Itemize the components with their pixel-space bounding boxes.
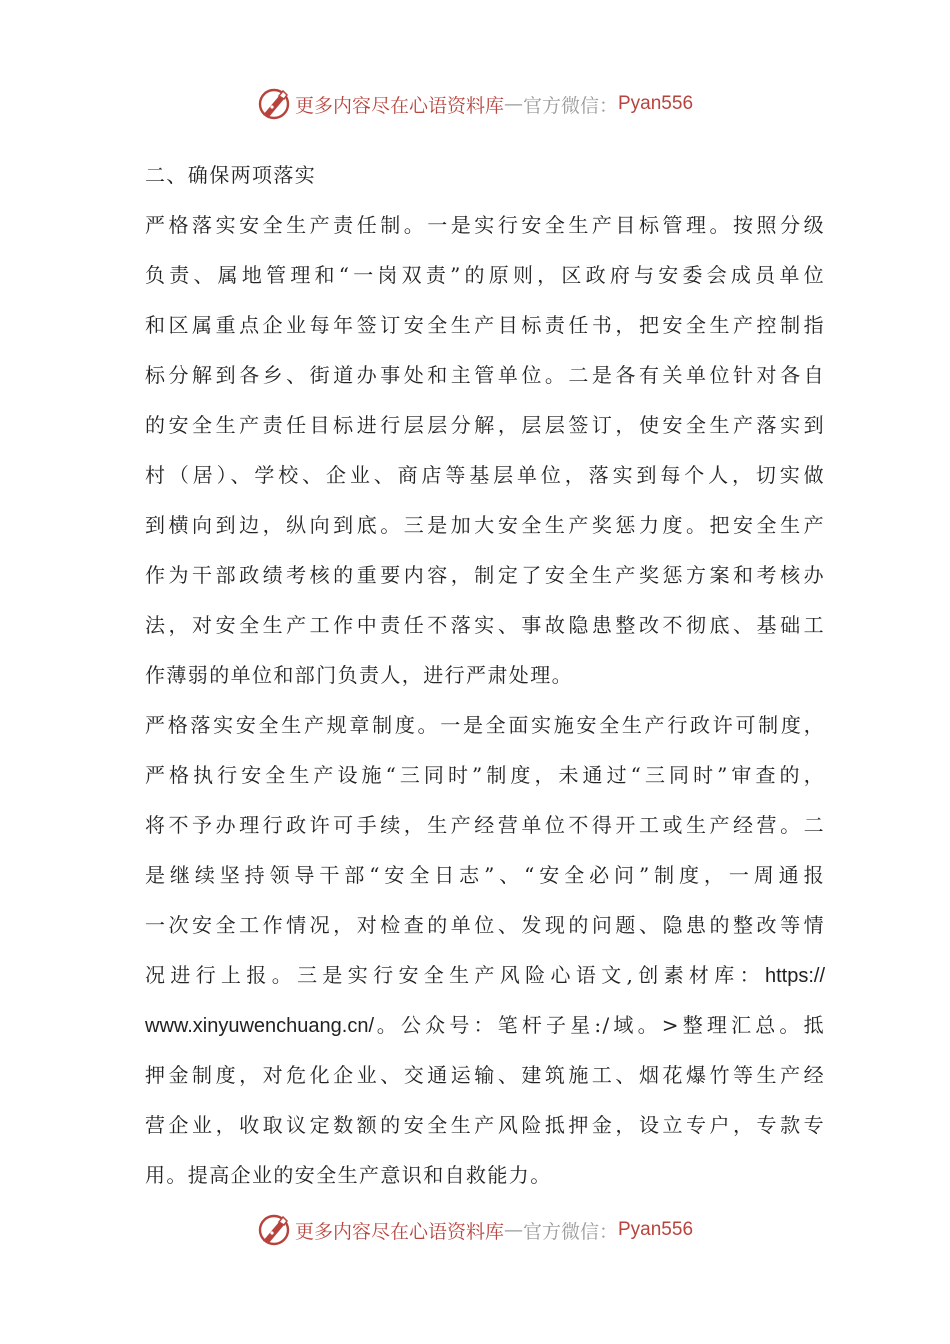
- text-line: 严格执行安全生产设施“三同时”制度，未通过“三同时”审查的，: [145, 763, 825, 787]
- text-line: 是继续坚持领导干部“安全日志”、“安全必问”制度，一周通报: [145, 863, 825, 887]
- text-line: 营企业，收取议定数额的安全生产风险抵押金，设立专户，专款专: [145, 1113, 825, 1137]
- text-line: 到横向到边，纵向到底。三是加大安全生产奖惩力度。把安全生产: [145, 513, 825, 537]
- banner-main-text: 更多内容尽在心语资料库: [294, 94, 504, 117]
- text-line: 用。提高企业的安全生产意识和自救能力。: [145, 1163, 552, 1187]
- banner-sub-text: 官方微信：: [522, 94, 618, 117]
- text-line: 严格落实安全生产规章制度。一是全面实施安全生产行政许可制度，: [145, 713, 825, 737]
- text-line: 的安全生产责任目标进行层层分解，层层签订，使安全生产落实到: [145, 413, 825, 437]
- text-line: 将不予办理行政许可手续，生产经营单位不得开工或生产经营。二: [145, 813, 825, 837]
- text-line: 况进行上报。三是实行安全生产风险心语文,创素材库：https://: [145, 963, 825, 987]
- banner-dash: —: [503, 1219, 523, 1241]
- pen-nib-logo-icon: [257, 1213, 291, 1247]
- text-line: 严格落实安全生产责任制。一是实行安全生产目标管理。按照分级: [145, 213, 825, 237]
- paragraph-lines: [145, 200, 825, 1200]
- section-heading: 二、确保两项落实: [145, 163, 317, 187]
- banner-sub-text: 官方微信：: [522, 1220, 618, 1243]
- banner-wechat-id: Pyan556: [618, 1219, 694, 1240]
- text-line: 作薄弱的单位和部门负责人，进行严肃处理。: [145, 663, 573, 687]
- header-banner: [0, 84, 950, 124]
- banner-dash: —: [503, 93, 523, 115]
- text-line: 负责、属地管理和“一岗双责”的原则，区政府与安委会成员单位: [145, 263, 825, 287]
- text-line: www.xinyuwenchuang.cn/。公众号：笔杆子星:/域。>整理汇总。抵: [145, 1013, 825, 1037]
- text-line: 一次安全工作情况，对检查的单位、发现的问题、隐患的整改等情: [145, 913, 825, 937]
- banner-wechat-id: Pyan556: [618, 93, 694, 114]
- text-line: 法，对安全生产工作中责任不落实、事故隐患整改不彻底、基础工: [145, 613, 825, 637]
- footer-banner: [0, 1210, 950, 1250]
- document-body: [145, 150, 825, 1200]
- banner-main-text: 更多内容尽在心语资料库: [294, 1220, 504, 1243]
- text-line: 村（居）、学校、企业、商店等基层单位，落实到每个人，切实做: [145, 463, 825, 487]
- text-line: 标分解到各乡、街道办事处和主管单位。二是各有关单位针对各自: [145, 363, 825, 387]
- text-line: 和区属重点企业每年签订安全生产目标责任书，把安全生产控制指: [145, 313, 825, 337]
- text-line: 押金制度，对危化企业、交通运输、建筑施工、烟花爆竹等生产经: [145, 1063, 825, 1087]
- text-line: 作为干部政绩考核的重要内容，制定了安全生产奖惩方案和考核办: [145, 563, 825, 587]
- pen-nib-logo-icon: [257, 87, 291, 121]
